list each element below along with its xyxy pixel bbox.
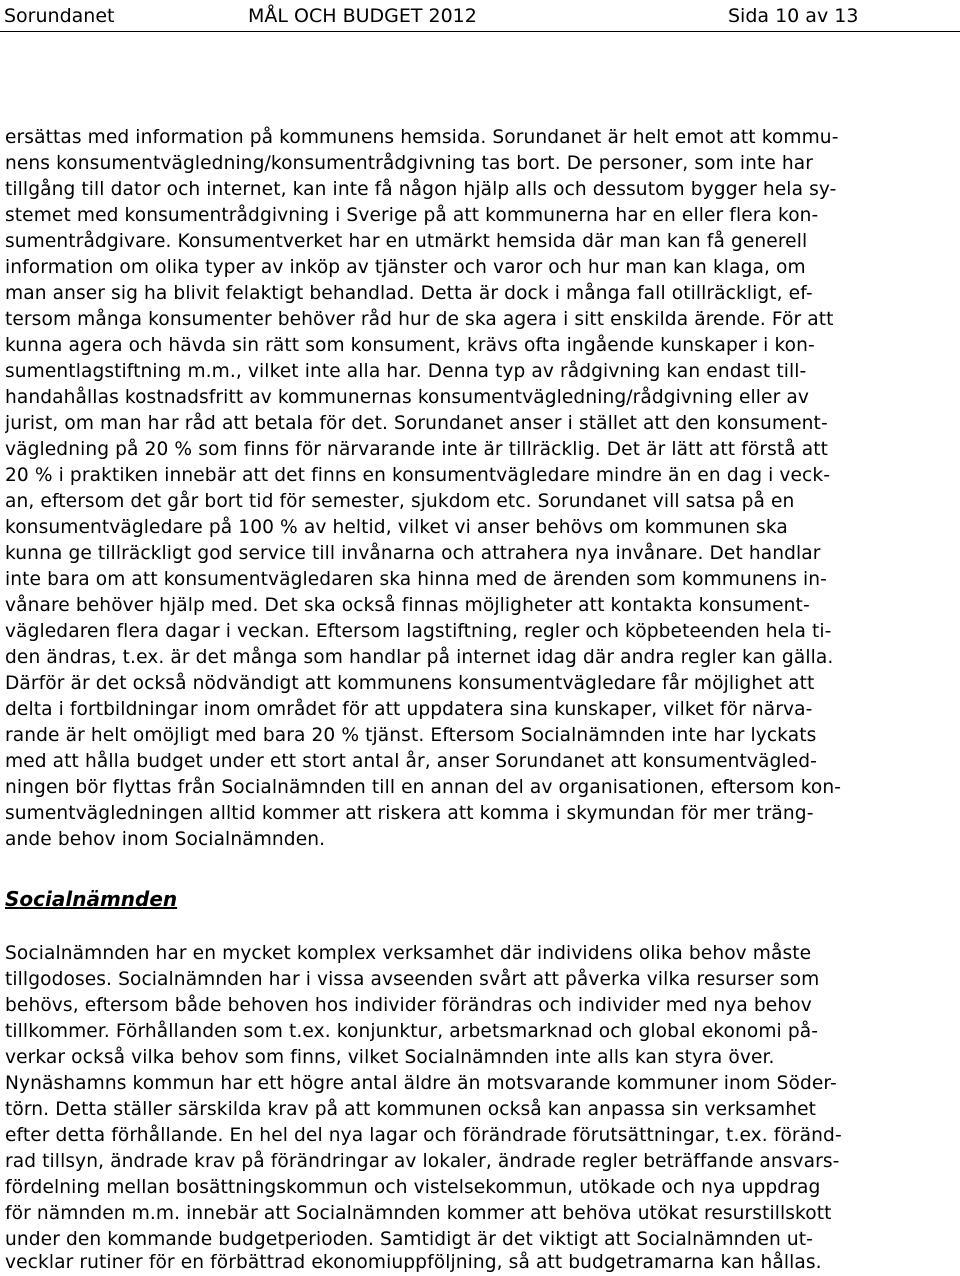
text-line: ningen bör flyttas från Socialnämnden till en annan del av organisationen, eftersom kon- bbox=[5, 777, 842, 798]
text-line: ersättas med information på kommunens hemsida. Sorundanet är helt emot att kommu- bbox=[5, 127, 839, 148]
text-line: sumentlagstiftning m.m., vilket inte alla har. Denna typ av rådgivning kan endast till- bbox=[5, 361, 807, 382]
text-line: för nämnden m.m. innebär att Socialnämnden kommer att behöva utökat resurstillskott bbox=[5, 1203, 832, 1224]
text-line: rande är helt omöjligt med bara 20 % tjänst. Eftersom Socialnämnden inte har lyckats bbox=[5, 725, 817, 746]
header-document-title: MÅL OCH BUDGET 2012 bbox=[248, 5, 477, 27]
header-organization: Sorundanet bbox=[4, 5, 115, 27]
text-line: fördelning mellan bosättningskommun och vistelsekommun, utökade och nya uppdrag bbox=[5, 1177, 821, 1198]
text-line: tillkommer. Förhållanden som t.ex. konjunktur, arbetsmarknad och global ekonomi på- bbox=[5, 1021, 819, 1042]
text-line: Socialnämnden har en mycket komplex verksamhet där individens olika behov måste bbox=[5, 943, 812, 964]
text-line: jurist, om man har råd att betala för det. Sorundanet anser i stället att den konsument- bbox=[5, 413, 828, 434]
text-line: an, eftersom det går bort tid för semester, sjukdom etc. Sorundanet vill satsa på en bbox=[5, 491, 795, 512]
text-line: behövs, eftersom både behoven hos individer förändras och individer med nya behov bbox=[5, 995, 812, 1016]
text-line: Nynäshamns kommun har ett högre antal äldre än motsvarande kommuner inom Söder- bbox=[5, 1073, 837, 1094]
header-rule bbox=[0, 31, 960, 32]
text-line: ande behov inom Socialnämnden. bbox=[5, 829, 326, 850]
header-page-label: Sida 10 av 13 bbox=[728, 5, 859, 27]
text-line: man anser sig ha blivit felaktigt behandlad. Detta är dock i många fall otillräckligt, ef- bbox=[5, 283, 813, 304]
text-line: tersom många konsumenter behöver råd hur de ska agera i sitt enskilda ärende. För att bbox=[5, 309, 834, 330]
text-line: vägledaren flera dagar i veckan. Eftersom lagstiftning, regler och köpbeteenden hela ti- bbox=[5, 621, 832, 642]
text-line: delta i fortbildningar inom området för att uppdatera sina kunskaper, vilket för närva- bbox=[5, 699, 813, 720]
text-line: nens konsumentvägledning/konsumentrådgivning tas bort. De personer, som inte har bbox=[5, 153, 814, 174]
text-line: kunna ge tillräckligt god service till invånarna och attrahera nya invånare. Det handlar bbox=[5, 543, 821, 564]
text-line: tillgodoses. Socialnämnden har i vissa avseenden svårt att påverka vilka resurser som bbox=[5, 969, 820, 990]
text-line: information om olika typer av inköp av tjänster och varor och hur man kan klaga, om bbox=[5, 257, 806, 278]
text-line: vecklar rutiner för en förbättrad ekonomiuppföljning, så att budgetramarna kan hållas. bbox=[5, 1252, 822, 1273]
text-line: kunna agera och hävda sin rätt som konsument, krävs ofta ingående kunskaper i kon- bbox=[5, 335, 815, 356]
text-line: den ändras, t.ex. är det många som handlar på internet idag där andra regler kan gälla. bbox=[5, 647, 834, 668]
text-line: handahållas kostnadsfritt av kommunernas konsumentvägledning/rådgivning eller av bbox=[5, 387, 809, 408]
text-line: inte bara om att konsumentvägledaren ska hinna med de ärenden som kommunens in- bbox=[5, 569, 827, 590]
page-header bbox=[4, 4, 944, 28]
text-line: med att hålla budget under ett stort antal år, anser Sorundanet att konsumentvägled- bbox=[5, 751, 817, 772]
text-line: sumentvägledningen alltid kommer att riskera att komma i skymundan för mer träng- bbox=[5, 803, 814, 824]
text-line: vånare behöver hjälp med. Det ska också finnas möjligheter att kontakta konsument- bbox=[5, 595, 810, 616]
section-heading: Socialnämnden bbox=[5, 887, 178, 911]
text-line: sumentrådgivare. Konsumentverket har en utmärkt hemsida där man kan få generell bbox=[5, 231, 808, 252]
text-line: 20 % i praktiken innebär att det finns en konsumentvägledare mindre än en dag i veck- bbox=[5, 465, 831, 486]
text-line: Därför är det också nödvändigt att kommunens konsumentvägledare får möjlighet att bbox=[5, 673, 815, 694]
text-line: tillgång till dator och internet, kan inte få någon hjälp alls och dessutom bygger hela sy- bbox=[5, 179, 837, 200]
text-line: konsumentvägledare på 100 % av heltid, vilket vi anser behövs om kommunen ska bbox=[5, 517, 788, 538]
text-line: rad tillsyn, ändrade krav på förändringar av lokaler, ändrade regler beträffande ansvars- bbox=[5, 1151, 840, 1172]
text-line: vägledning på 20 % som finns för närvarande inte är tillräcklig. Det är lätt att förstå att bbox=[5, 439, 829, 460]
text-line: under den kommande budgetperioden. Samtidigt är det viktigt att Socialnämnden ut- bbox=[5, 1229, 813, 1250]
text-line: törn. Detta ställer särskilda krav på att kommunen också kan anpassa sin verksamhet bbox=[5, 1099, 817, 1120]
text-line: efter detta förhållande. En hel del nya lagar och förändrade förutsättningar, t.ex. föränd- bbox=[5, 1125, 842, 1146]
text-line: stemet med konsumentrådgivning i Sverige på att kommunerna har en eller flera kon- bbox=[5, 205, 819, 226]
text-line: verkar också vilka behov som finns, vilket Socialnämnden inte alls kan styra över. bbox=[5, 1047, 775, 1068]
